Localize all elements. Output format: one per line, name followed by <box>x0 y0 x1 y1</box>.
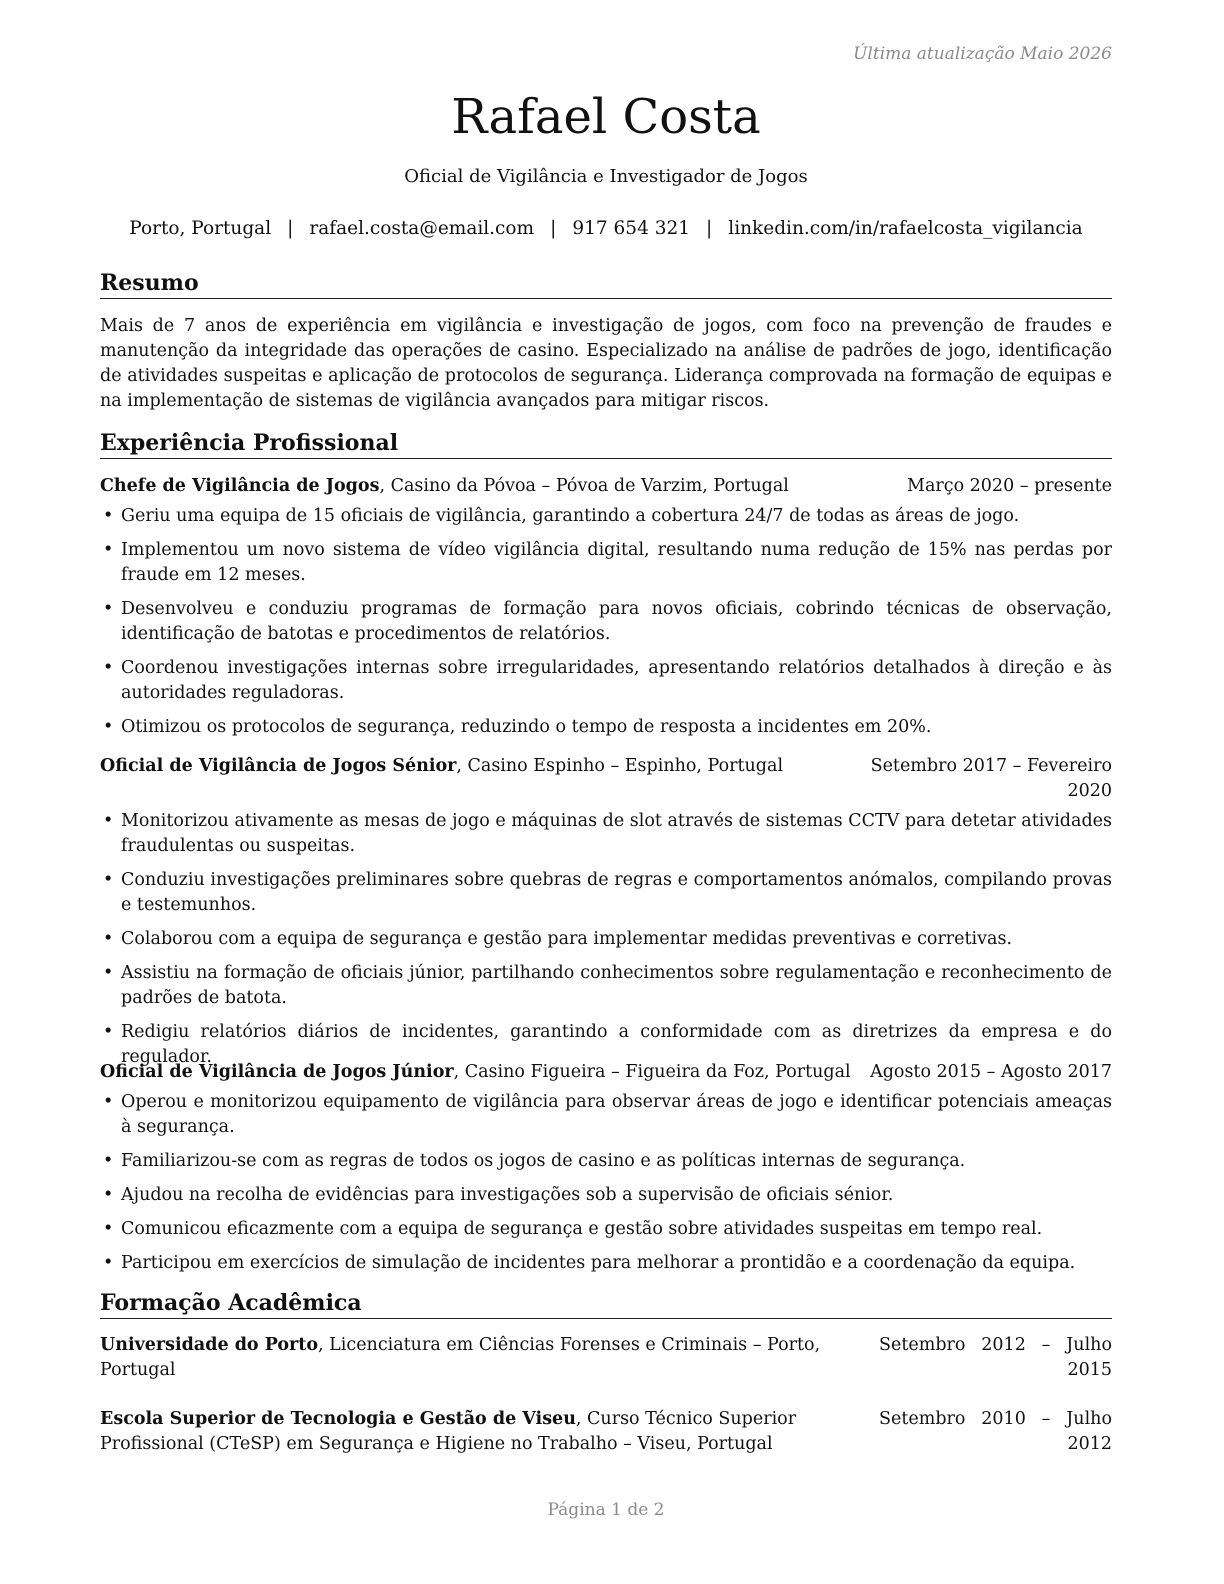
job-role: Chefe de Vigilância de Jogos <box>100 476 380 496</box>
education-dates: Setembro 2012 – Julho 2015 <box>879 1335 1112 1380</box>
bullet-icon: • <box>103 1253 114 1273</box>
list-item <box>100 538 1112 588</box>
contact-phone: 917 654 321 <box>572 218 691 239</box>
list-item <box>100 1217 1112 1242</box>
bullet-text: Monitorizou ativamente as mesas de jogo e máquinas de slot através de sistemas CCTV para detetar atividades fraudulentas ou suspeitas. <box>121 811 1112 856</box>
bullet-icon: • <box>103 506 114 526</box>
list-item <box>100 868 1112 918</box>
bullet-icon: • <box>103 870 114 890</box>
bullet-icon: • <box>103 599 114 619</box>
bullet-text: Conduziu investigações preliminares sobre quebras de regras e comportamentos anómalos, compilando provas e testemunhos. <box>121 870 1112 915</box>
candidate-title: Oficial de Vigilância e Investigador de Jogos <box>404 166 808 187</box>
contact-separator: | <box>706 218 713 239</box>
contact-separator: | <box>550 218 557 239</box>
contact-location: Porto, Portugal <box>129 218 272 239</box>
education-program: , Curso Técnico Superior Profissional (CTeSP) em Segurança e Higiene no Trabalho – Viseu, Portugal <box>100 1409 797 1454</box>
job-title-line <box>100 1060 851 1085</box>
bullet-text: Colaborou com a equipa de segurança e gestão para implementar medidas preventivas e corretivas. <box>121 929 1013 949</box>
job-bullets <box>100 809 1112 1079</box>
section-title-education: Formação Acadêmica <box>100 1290 1112 1319</box>
bullet-icon: • <box>103 658 114 678</box>
bullet-icon: • <box>103 929 114 949</box>
bullet-text: Geriu uma equipa de 15 oficiais de vigilância, garantindo a cobertura 24/7 de todas as áreas de jogo. <box>121 506 1020 526</box>
bullet-text: Comunicou eficazmente com a equipa de segurança e gestão sobre atividades suspeitas em tempo real. <box>121 1219 1043 1239</box>
section-title-summary: Resumo <box>100 270 1112 299</box>
bullet-text: Participou em exercícios de simulação de incidentes para melhorar a prontidão e a coordenação da equipa. <box>121 1253 1076 1273</box>
job-bullets <box>100 504 1112 749</box>
contact-email[interactable]: rafael.costa@email.com <box>309 218 535 239</box>
summary-text: Mais de 7 anos de experiência em vigilância e investigação de jogos, com foco na prevenção de fraudes e manutenção da integridade das operações de casino. Especializado na análise de padrões de jogo, identificação de atividades suspeitas e aplicação de protocolos de segurança. Liderança comprovada na formação de equipas e na implementação de sistemas de vigilância avançados para mitigar riscos. <box>100 316 1112 411</box>
list-item <box>100 597 1112 647</box>
job-place: , Casino Espinho – Espinho, Portugal <box>456 756 784 776</box>
section-title-experience: Experiência Profissional <box>100 430 1112 459</box>
list-item <box>100 1251 1112 1276</box>
education-detail <box>100 1407 876 1457</box>
list-item <box>100 1149 1112 1174</box>
job-role: Oficial de Vigilância de Jogos Júnior <box>100 1062 454 1082</box>
bullet-text: Familiarizou-se com as regras de todos os jogos de casino e as políticas internas de segurança. <box>121 1151 966 1171</box>
job-place: , Casino da Póvoa – Póvoa de Varzim, Portugal <box>379 476 789 496</box>
job-title-line <box>100 474 789 499</box>
list-item <box>100 1183 1112 1208</box>
job-dates: Agosto 2015 – Agosto 2017 <box>870 1062 1112 1082</box>
list-item <box>100 927 1112 952</box>
bullet-text: Coordenou investigações internas sobre irregularidades, apresentando relatórios detalhados à direção e às autoridades reguladoras. <box>121 658 1112 703</box>
bullet-icon: • <box>103 1092 114 1112</box>
bullet-text: Implementou um novo sistema de vídeo vigilância digital, resultando numa redução de 15% nas perdas por fraude em 12 meses. <box>121 540 1112 585</box>
bullet-text: Otimizou os protocolos de segurança, reduzindo o tempo de resposta a incidentes em 20%. <box>121 717 932 737</box>
list-item <box>100 809 1112 859</box>
bullet-text: Ajudou na recolha de evidências para investigações sob a supervisão de oficiais sénior. <box>121 1185 894 1205</box>
resume-page <box>100 0 1112 1584</box>
job-dates-line: 2020 <box>1067 781 1112 801</box>
list-item <box>100 504 1112 529</box>
list-item <box>100 715 1112 740</box>
education-detail <box>100 1333 876 1383</box>
page-number: Página 1 de 2 <box>547 1500 665 1520</box>
job-dates: Março 2020 – presente <box>907 476 1112 496</box>
bullet-text: Operou e monitorizou equipamento de vigilância para observar áreas de jogo e identificar potenciais ameaças à segurança. <box>121 1092 1112 1137</box>
list-item <box>100 656 1112 706</box>
job-role: Oficial de Vigilância de Jogos Sénior <box>100 756 457 776</box>
bullet-icon: • <box>103 1151 114 1171</box>
education-school: Escola Superior de Tecnologia e Gestão de Viseu <box>100 1409 576 1429</box>
bullet-icon: • <box>103 963 114 983</box>
education-school: Universidade do Porto <box>100 1335 319 1355</box>
job-place: , Casino Figueira – Figueira da Foz, Portugal <box>453 1062 851 1082</box>
job-dates <box>871 754 1112 804</box>
bullet-icon: • <box>103 1219 114 1239</box>
list-item <box>100 1090 1112 1140</box>
contact-linkedin[interactable]: linkedin.com/in/rafaelcosta_vigilancia <box>728 218 1083 239</box>
contact-line <box>100 218 1112 239</box>
bullet-icon: • <box>103 1185 114 1205</box>
list-item <box>100 961 1112 1011</box>
education-dates: Setembro 2010 – Julho 2012 <box>879 1409 1112 1454</box>
bullet-icon: • <box>103 1022 114 1042</box>
last-updated: Última atualização Maio 2026 <box>853 44 1112 64</box>
job-title-line <box>100 754 783 779</box>
candidate-name: Rafael Costa <box>451 89 761 145</box>
contact-separator: | <box>287 218 294 239</box>
bullet-icon: • <box>103 811 114 831</box>
bullet-text: Assistiu na formação de oficiais júnior, partilhando conhecimentos sobre regulamentação e reconhecimento de padrões de batota. <box>121 963 1112 1008</box>
bullet-icon: • <box>103 717 114 737</box>
education-program: , Licenciatura em Ciências Forenses e Criminais – Porto, Portugal <box>100 1335 821 1380</box>
job-bullets <box>100 1090 1112 1285</box>
job-dates-line: Setembro 2017 – Fevereiro <box>870 756 1112 776</box>
bullet-icon: • <box>103 540 114 560</box>
bullet-text: Desenvolveu e conduziu programas de formação para novos oficiais, cobrindo técnicas de observação, identificação de batotas e procedimentos de relatórios. <box>121 599 1112 644</box>
bullet-text: Redigiu relatórios diários de incidentes, garantindo a conformidade com as diretrizes da empresa e do regulador. <box>121 1022 1112 1067</box>
